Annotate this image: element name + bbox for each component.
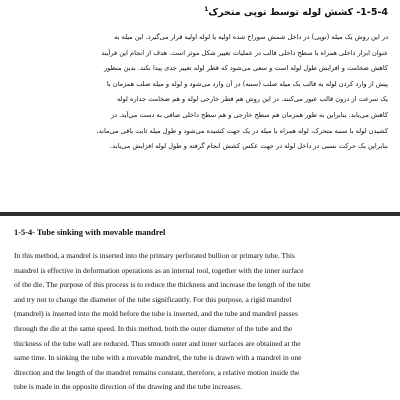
english-section-heading: 1-5-4- Tube sinking with movable mandrel — [14, 228, 166, 237]
paragraph-line: through the die at the same speed. In this method, both the outer diameter of the tube and the — [14, 323, 293, 333]
paragraph-line: and try not to change the diameter of the tube significantly. For this purpose, a rigid mandrel — [14, 294, 292, 304]
paragraph-line: کشیدن لوله با سنبه متحرک، لوله همراه با میله در یک جهت کشیده می‌شود و طول میله ثابت باقی می‌ماند، — [96, 126, 388, 135]
paragraph-line: (mandrel) is inserted into the mold before the tube is inserted, and the tube and mandrel passes — [14, 309, 298, 319]
persian-paragraph — [20, 30, 388, 155]
paragraph-line: عنوان ابزار داخلی همراه با سطح داخلی قالب در عملیات تغییر شکل موثر است. هدف از انجام این فرآیند — [101, 48, 388, 57]
paragraph-line: بنابراین یک حرکت نسبی در داخل لوله در جهت عکس کشش انجام گرفته و طول لوله افزایش می‌یابد. — [110, 142, 388, 151]
paragraph-line: thickness of the tube wall are reduced. Thus smooth outer and inner surfaces are obtained at the — [14, 338, 301, 348]
paragraph-line: mandrel is effective in deformation operations as an internal tool, together with the inner surface — [14, 265, 304, 275]
english-text-section — [0, 216, 400, 400]
paragraph-line: direction and the length of the mandrel remains constant, therefore, a relative motion inside the — [14, 367, 300, 377]
paragraph-line: of the die. The purpose of this process is to reduce the thickness and increase the length of the tube — [14, 280, 311, 290]
english-paragraph — [14, 249, 390, 395]
footnote-marker: 1 — [204, 6, 209, 13]
paragraph-line: پیش از وارد کردن لوله به قالب یک میله صلب (سنبه) در آن وارد می‌شود و لوله و میله صلب همزمان با — [106, 79, 388, 88]
paragraph-line: یک سرعت از درون قالب عبور می‌کنند. در این روش هم قطر خارجی لوله و هم ضخامت جداره لوله — [116, 95, 388, 104]
paragraph-line: کاهش ضخامت و افزایش طول لوله است و سعی می‌شود که قطر لوله تغییر جدی پیدا نکند. بدین منظور — [103, 64, 388, 73]
persian-heading-text: 1-5-4- کشش لوله توسط توپی متحرک — [208, 7, 388, 19]
paragraph-line: same time. In sinking the tube with a movable mandrel, the tube is drawn with a mandrel in one — [14, 353, 302, 363]
persian-section-heading — [204, 6, 388, 18]
paragraph-line: در این روش یک میله (توپی) در داخل شمش سوراخ شده اولیه یا لوله اولیه قرار می‌گیرد. این میله به — [114, 33, 388, 41]
paragraph-line: کاهش می‌یابد. بنابراین به طور همزمان هم سطح خارجی و هم سطح داخلی صافی به دست می‌آید. در — [110, 110, 388, 119]
paragraph-line: In this method, a mandrel is inserted into the primary perforated bullion or primary tube. This — [14, 251, 295, 260]
paragraph-line: tube is made in the opposite direction of the drawing and the tube increases. — [14, 382, 242, 392]
